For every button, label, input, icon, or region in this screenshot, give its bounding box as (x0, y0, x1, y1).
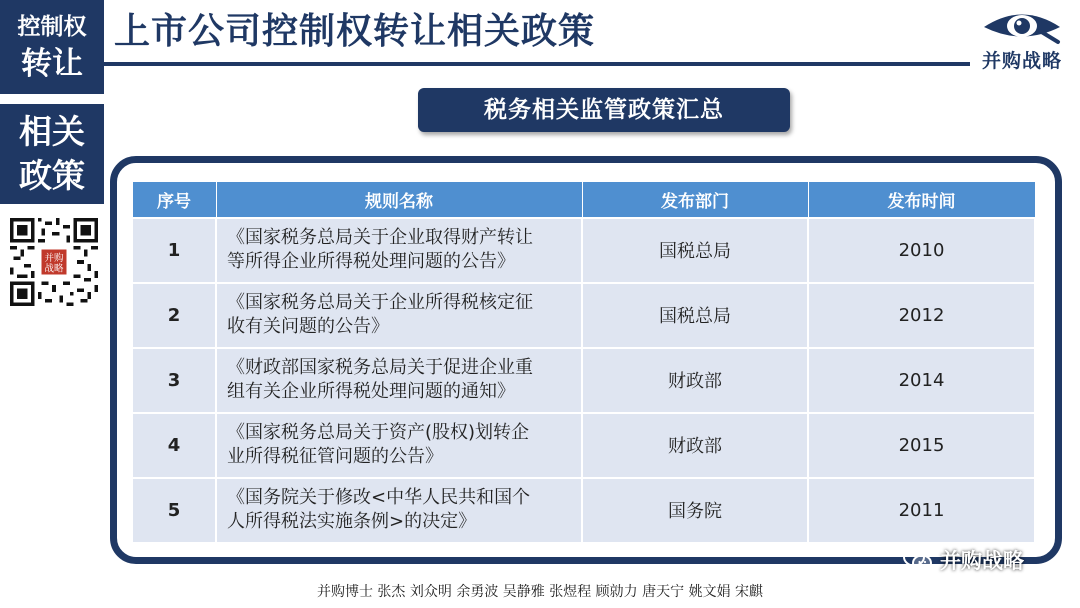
section-subtitle: 税务相关监管政策汇总 (418, 88, 790, 132)
brand-logo-text: 并购战略 (981, 50, 1062, 72)
cell-rule-name (216, 478, 582, 543)
wechat-watermark (902, 544, 1024, 576)
cell-rule-name (216, 413, 582, 478)
cell-rule-name (216, 218, 582, 283)
cell-rule-name (216, 348, 582, 413)
qr-stamp-line1: 并购 (44, 252, 64, 264)
section-tag-line1: 相关 (19, 112, 85, 151)
section-tag-related-policy (0, 104, 104, 204)
rule-name-line2: 业所得税征管问题的公告》 (227, 446, 443, 467)
cell-dept: 财政部 (582, 348, 808, 413)
page-title: 上市公司控制权转让相关政策 (114, 11, 596, 52)
policy-table (131, 181, 1036, 544)
rule-name-line1: 《国务院关于修改<中华人民共和国个 (227, 487, 531, 508)
cell-year: 2012 (808, 283, 1035, 348)
author-credits: 并购博士 张杰 刘众明 余勇波 吴静雅 张煜程 顾勍力 唐天宁 姚文娟 宋麒 (316, 584, 764, 600)
title-underline (104, 62, 970, 66)
cell-seq: 2 (132, 283, 216, 348)
wechat-icon (902, 546, 934, 574)
cell-dept: 国税总局 (582, 218, 808, 283)
eye-logo-icon (978, 6, 1066, 48)
qr-stamp-line2: 战略 (44, 263, 64, 275)
table-row (132, 218, 1035, 283)
column-header-name: 规则名称 (216, 182, 582, 218)
cell-seq: 1 (132, 218, 216, 283)
cell-dept: 财政部 (582, 413, 808, 478)
rule-name-line1: 《财政部国家税务总局关于促进企业重 (227, 357, 533, 378)
table-header-row (132, 182, 1035, 218)
table-row (132, 478, 1035, 543)
table-row (132, 348, 1035, 413)
column-header-date: 发布时间 (808, 182, 1035, 218)
cell-seq: 3 (132, 348, 216, 413)
cell-year: 2015 (808, 413, 1035, 478)
column-header-dept: 发布部门 (582, 182, 808, 218)
cell-seq: 5 (132, 478, 216, 543)
brand-logo (972, 6, 1072, 82)
section-tag-control-transfer (0, 0, 104, 94)
section-tag-line2: 转让 (21, 46, 83, 82)
watermark-text: 并购战略 (940, 549, 1024, 573)
rule-name-line1: 《国家税务总局关于企业所得税核定征 (227, 292, 533, 313)
rule-name-line2: 等所得企业所得税处理问题的公告》 (227, 251, 515, 272)
cell-dept: 国税总局 (582, 283, 808, 348)
cell-rule-name (216, 283, 582, 348)
cell-dept: 国务院 (582, 478, 808, 543)
section-tag-line1: 控制权 (17, 14, 87, 40)
rule-name-line1: 《国家税务总局关于企业取得财产转让 (227, 227, 533, 248)
column-header-seq: 序号 (132, 182, 216, 218)
rule-name-line1: 《国家税务总局关于资产(股权)划转企 (227, 422, 530, 443)
section-tag-line2: 政策 (19, 156, 85, 195)
table-row (132, 413, 1035, 478)
table-row (132, 283, 1035, 348)
cell-year: 2014 (808, 348, 1035, 413)
rule-name-line2: 组有关企业所得税处理问题的通知》 (227, 381, 515, 402)
rule-name-line2: 人所得税法实施条例>的决定》 (227, 511, 477, 532)
rule-name-line2: 收有关问题的公告》 (227, 316, 389, 337)
qr-code-icon (10, 218, 98, 306)
cell-seq: 4 (132, 413, 216, 478)
cell-year: 2010 (808, 218, 1035, 283)
cell-year: 2011 (808, 478, 1035, 543)
